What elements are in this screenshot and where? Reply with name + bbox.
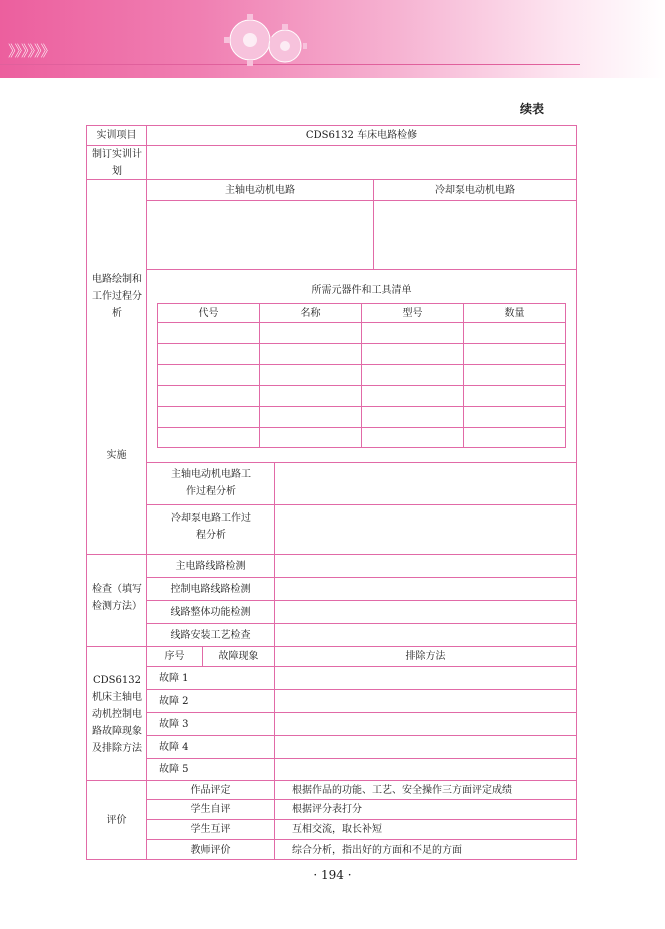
list-row-line xyxy=(157,385,566,386)
list-row-line xyxy=(157,427,566,428)
fault-4: 故障 4 xyxy=(159,741,189,753)
list-row-line xyxy=(157,364,566,365)
eval-desc-work: 根据作品的功能、工艺、安全操作三方面评定成绩 xyxy=(292,784,512,796)
eval-desc-teacher: 综合分析，指出好的方面和不足的方面 xyxy=(292,844,462,856)
fault-1: 故障 1 xyxy=(159,672,189,684)
eval-desc-self: 根据评分表打分 xyxy=(292,804,362,815)
list-header-qty: 数量 xyxy=(504,307,525,319)
project-value: CDS6132 车床电路检修 xyxy=(305,130,418,141)
header-banner xyxy=(0,0,665,78)
list-title: 所需元器件和工具清单 xyxy=(311,284,412,296)
fault-label: CDS6132 机床主轴电动机控制电路故障现象及排除方法 xyxy=(92,674,142,754)
eval-item-peer: 学生互评 xyxy=(190,824,231,835)
check-item-function: 线路整体功能检测 xyxy=(170,606,251,618)
gears-icon xyxy=(215,10,325,72)
fault-header-no: 序号 xyxy=(164,651,185,662)
coolant-analysis-label: 冷却泵电路工作过程分析 xyxy=(171,513,251,541)
check-item-craft: 线路安装工艺检查 xyxy=(170,629,251,641)
list-row-line xyxy=(157,406,566,407)
coolant-circuit-header: 冷却泵电动机电路 xyxy=(435,184,515,196)
eval-item-work: 作品评定 xyxy=(190,784,231,796)
eval-desc-peer: 互相交流，取长补短 xyxy=(292,824,382,835)
continued-label: 续表 xyxy=(520,102,545,116)
list-header-model: 型号 xyxy=(402,307,423,319)
fault-header-method: 排除方法 xyxy=(405,651,446,662)
fault-2: 故障 2 xyxy=(159,695,189,707)
row-line xyxy=(146,504,577,505)
fault-header-phenomenon: 故障现象 xyxy=(218,651,259,662)
eval-divider xyxy=(274,780,275,860)
row-line xyxy=(146,269,577,270)
list-row-line xyxy=(157,322,566,323)
eval-item-self: 学生自评 xyxy=(190,804,231,815)
list-row-line xyxy=(157,343,566,344)
plan-label: 制订实训计划 xyxy=(92,148,142,177)
fault-5: 故障 5 xyxy=(159,764,189,775)
main-motor-analysis-label: 主轴电动机电路工作过程分析 xyxy=(171,469,251,497)
circuit-divider xyxy=(373,179,374,269)
project-label: 实训项目 xyxy=(96,130,137,141)
main-motor-circuit-header: 主轴电动机电路 xyxy=(225,184,295,196)
eval-item-teacher: 教师评价 xyxy=(190,844,231,856)
page-number: · 194 · xyxy=(313,868,352,882)
list-header-code: 代号 xyxy=(198,307,219,319)
impl-label: 实施 xyxy=(106,449,127,461)
impl-divider xyxy=(274,462,275,554)
analysis-label: 电路绘制和工作过程分析 xyxy=(92,273,142,319)
chevrons-icon: 》》》》》》 xyxy=(8,42,55,60)
row-line xyxy=(146,462,577,463)
row-line xyxy=(146,200,577,201)
check-item-main: 主电路线路检测 xyxy=(175,560,246,572)
row-line xyxy=(86,145,577,146)
eval-label: 评价 xyxy=(106,815,127,826)
fault-3: 故障 3 xyxy=(159,718,189,730)
check-label: 检查（填写检测方法） xyxy=(92,584,142,612)
list-header-name: 名称 xyxy=(300,307,321,319)
check-item-control: 控制电路线路检测 xyxy=(170,583,251,595)
